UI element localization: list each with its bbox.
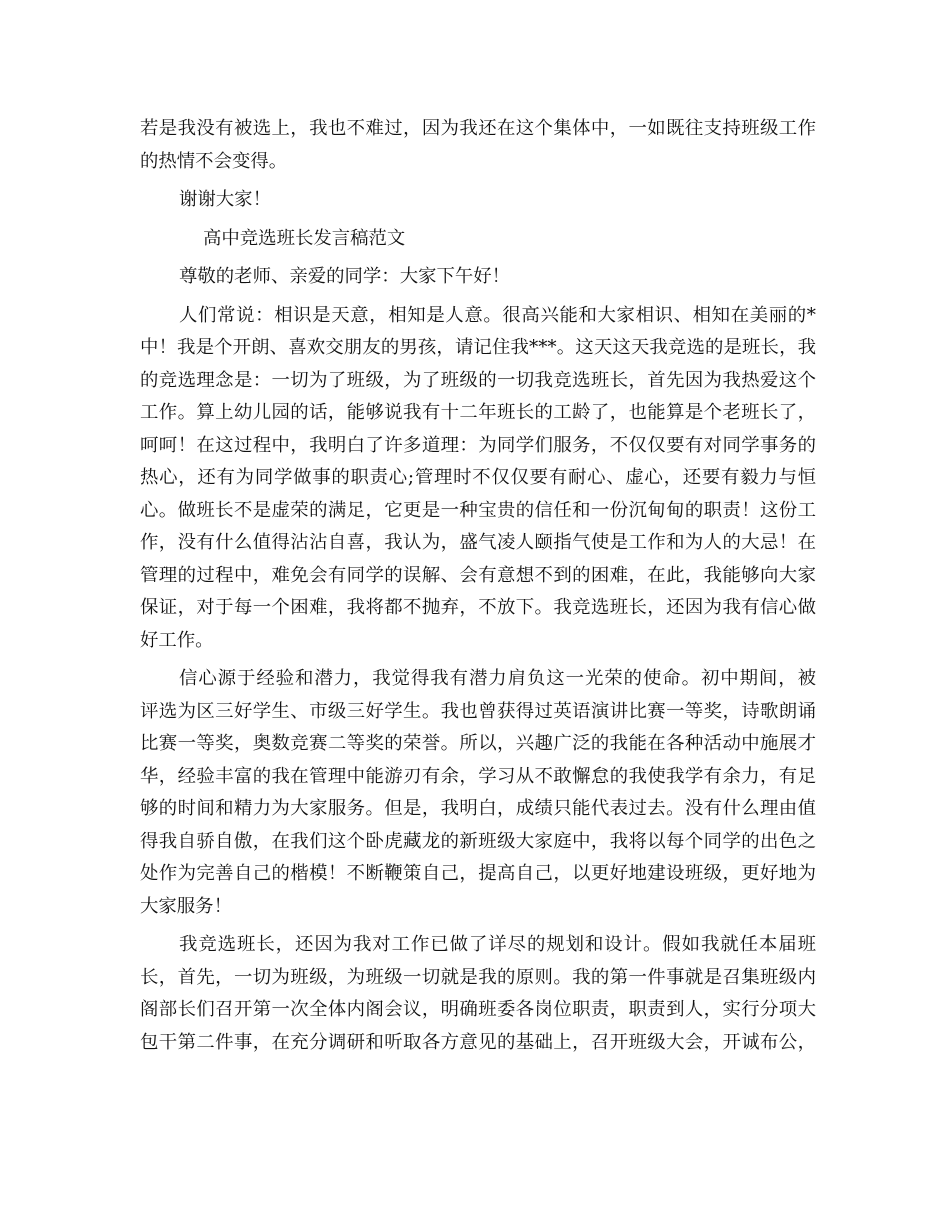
text-line: 人们常说：相识是天意，相知是人意。很高兴能和大家相识、相知在美丽的* (179, 304, 816, 326)
text-line: 信心源于经验和潜力，我觉得我有潜力肩负这一光荣的使命。初中期间，被 (179, 668, 816, 689)
text-line: 中！我是个开朗、喜欢交朋友的男孩，请记住我***。这天这天我竞选的是班长，我 (140, 337, 816, 358)
text-line: 的热情不会变得。 (140, 150, 288, 172)
text-line: 的竞选理念是：一切为了班级，为了班级的一切我竞选班长，首先因为我热爱这个 (140, 369, 816, 391)
document-body (140, 113, 816, 1059)
text-line: 比赛一等奖，奥数竞赛二等奖的荣誉。所以，兴趣广泛的我能在各种活动中施展才 (140, 733, 816, 754)
text-line: 心。做班长不是虚荣的满足，它更是一种宝贵的信任和一份沉甸甸的职责！这份工 (140, 499, 816, 521)
text-line: 作，没有什么值得沾沾自喜，我认为，盛气凌人颐指气使是工作和为人的大忌！在 (140, 532, 816, 553)
document-title: 高中竞选班长发言稿范文 (203, 227, 406, 249)
text-line: 热心，还有为同学做事的职责心;管理时不仅仅要有耐心、虚心，还要有毅力与恒 (140, 467, 816, 488)
text-line: 包干第二件事，在充分调研和听取各方意见的基础上，召开班级大会，开诚布公， (140, 1031, 816, 1053)
paragraph-3 (140, 929, 816, 1059)
text-line: 长，首先，一切为班级，为班级一切就是我的原则。我的第一件事就是召集班级内 (140, 966, 816, 988)
text-line: 大家服务！ (140, 895, 232, 917)
text-line: 评选为区三好学生、市级三好学生。我也曾获得过英语演讲比赛一等奖，诗歌朗诵 (140, 700, 816, 722)
text-line: 得我自骄自傲，在我们这个卧虎藏龙的新班级大家庭中，我将以每个同学的出色之 (140, 830, 816, 852)
paragraph-2 (140, 663, 816, 923)
text-line: 处作为完善自己的楷模！不断鞭策自己，提高自己，以更好地建设班级，更好地为 (140, 863, 816, 884)
text-line: 够的时间和精力为大家服务。但是，我明白，成绩只能代表过去。没有什么理由值 (140, 798, 816, 819)
text-line: 我竞选班长，还因为我对工作已做了详尽的规划和设计。假如我就任本届班 (179, 934, 816, 955)
text-line: 保证，对于每一个困难，我将都不抛弃，不放下。我竞选班长，还因为我有信心做 (140, 597, 816, 618)
greeting-line: 尊敬的老师、亲爱的同学：大家下午好！ (179, 266, 511, 287)
text-line: 管理的过程中，难免会有同学的误解、会有意想不到的困难，在此，我能够向大家 (140, 564, 816, 586)
text-line: 若是我没有被选上，我也不难过，因为我还在这个集体中，一如既往支持班级工作 (140, 118, 816, 139)
thanks-line: 谢谢大家！ (179, 189, 271, 210)
text-line: 阁部长们召开第一次全体内阁会议，明确班委各岗位职责，职责到人，实行分项大 (140, 999, 816, 1020)
text-line: 华，经验丰富的我在管理中能游刃有余，学习从不敢懈怠的我使我学有余力，有足 (140, 765, 816, 787)
text-line: 好工作。 (140, 629, 214, 651)
text-line: 工作。算上幼儿园的话，能够说我有十二年班长的工龄了，也能算是个老班长了， (140, 402, 816, 423)
paragraph-1 (140, 300, 816, 658)
text-line: 呵呵！在这过程中，我明白了许多道理：为同学们服务，不仅仅要有对同学事务的 (140, 434, 816, 456)
